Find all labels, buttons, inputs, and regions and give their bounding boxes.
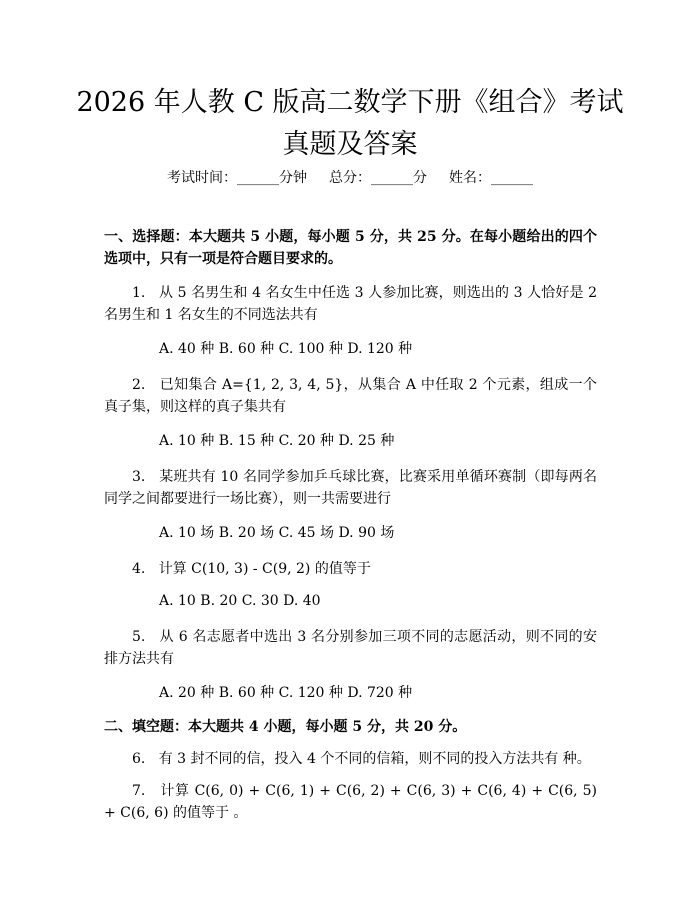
question-7: 7. 计算 C(6, 0) + C(6, 1) + C(6, 2) + C(6, 3) + C(6, 4) + C(6, 5) + C(6, 6) 的值等于 。: [104, 783, 597, 821]
question-5: 5. 从 6 名志愿者中选出 3 名分别参加三项不同的志愿活动，则不同的安排方法共有: [104, 629, 597, 667]
question-2-options: A. 10 种 B. 15 种 C. 20 种 D. 25 种: [159, 433, 395, 449]
question-5-options: A. 20 种 B. 60 种 C. 120 种 D. 720 种: [159, 685, 413, 701]
exam-title-line1: 2026 年人教 C 版高二数学下册《组合》考试: [76, 87, 624, 118]
exam-name: 姓名：______: [449, 170, 533, 186]
exam-content: [104, 226, 597, 824]
exam-title-line2: 真题及答案: [282, 129, 418, 160]
question-1-options: A. 40 种 B. 60 种 C. 100 种 D. 120 种: [159, 341, 413, 357]
question-1: 1. 从 5 名男生和 4 名女生中任选 3 人参加比赛，则选出的 3 人恰好是 2 名男生和 1 名女生的不同选法共有: [104, 285, 597, 323]
question-4-options: A. 10 B. 20 C. 30 D. 40: [159, 593, 321, 609]
section-heading-fill: 二、填空题：本大题共 4 小题，每小题 5 分，共 20 分。: [104, 719, 467, 735]
exam-meta: [0, 168, 700, 188]
exam-title: [0, 82, 700, 166]
question-3: 3. 某班共有 10 名同学参加乒乓球比赛，比赛采用单循环赛制（即每两名同学之间都要进行一场比赛），则一共需要进行: [104, 469, 597, 507]
question-4: 4. 计算 C(10, 3) - C(9, 2) 的值等于: [132, 561, 371, 577]
question-2: 2. 已知集合 A={1, 2, 3, 4, 5}，从集合 A 中任取 2 个元素，组成一个真子集，则这样的真子集共有: [104, 377, 597, 415]
section-heading-choice: 一、选择题：本大题共 5 小题，每小题 5 分，共 25 分。在每小题给出的四个选项中，只有一项是符合题目要求的。: [104, 229, 597, 267]
question-6: 6. 有 3 封不同的信，投入 4 个不同的信箱，则不同的投入方法共有 种。: [132, 751, 591, 767]
question-3-options: A. 10 场 B. 20 场 C. 45 场 D. 90 场: [159, 525, 395, 541]
exam-score: 总分：______分: [329, 170, 427, 186]
exam-time: 考试时间：______分钟: [167, 170, 307, 186]
